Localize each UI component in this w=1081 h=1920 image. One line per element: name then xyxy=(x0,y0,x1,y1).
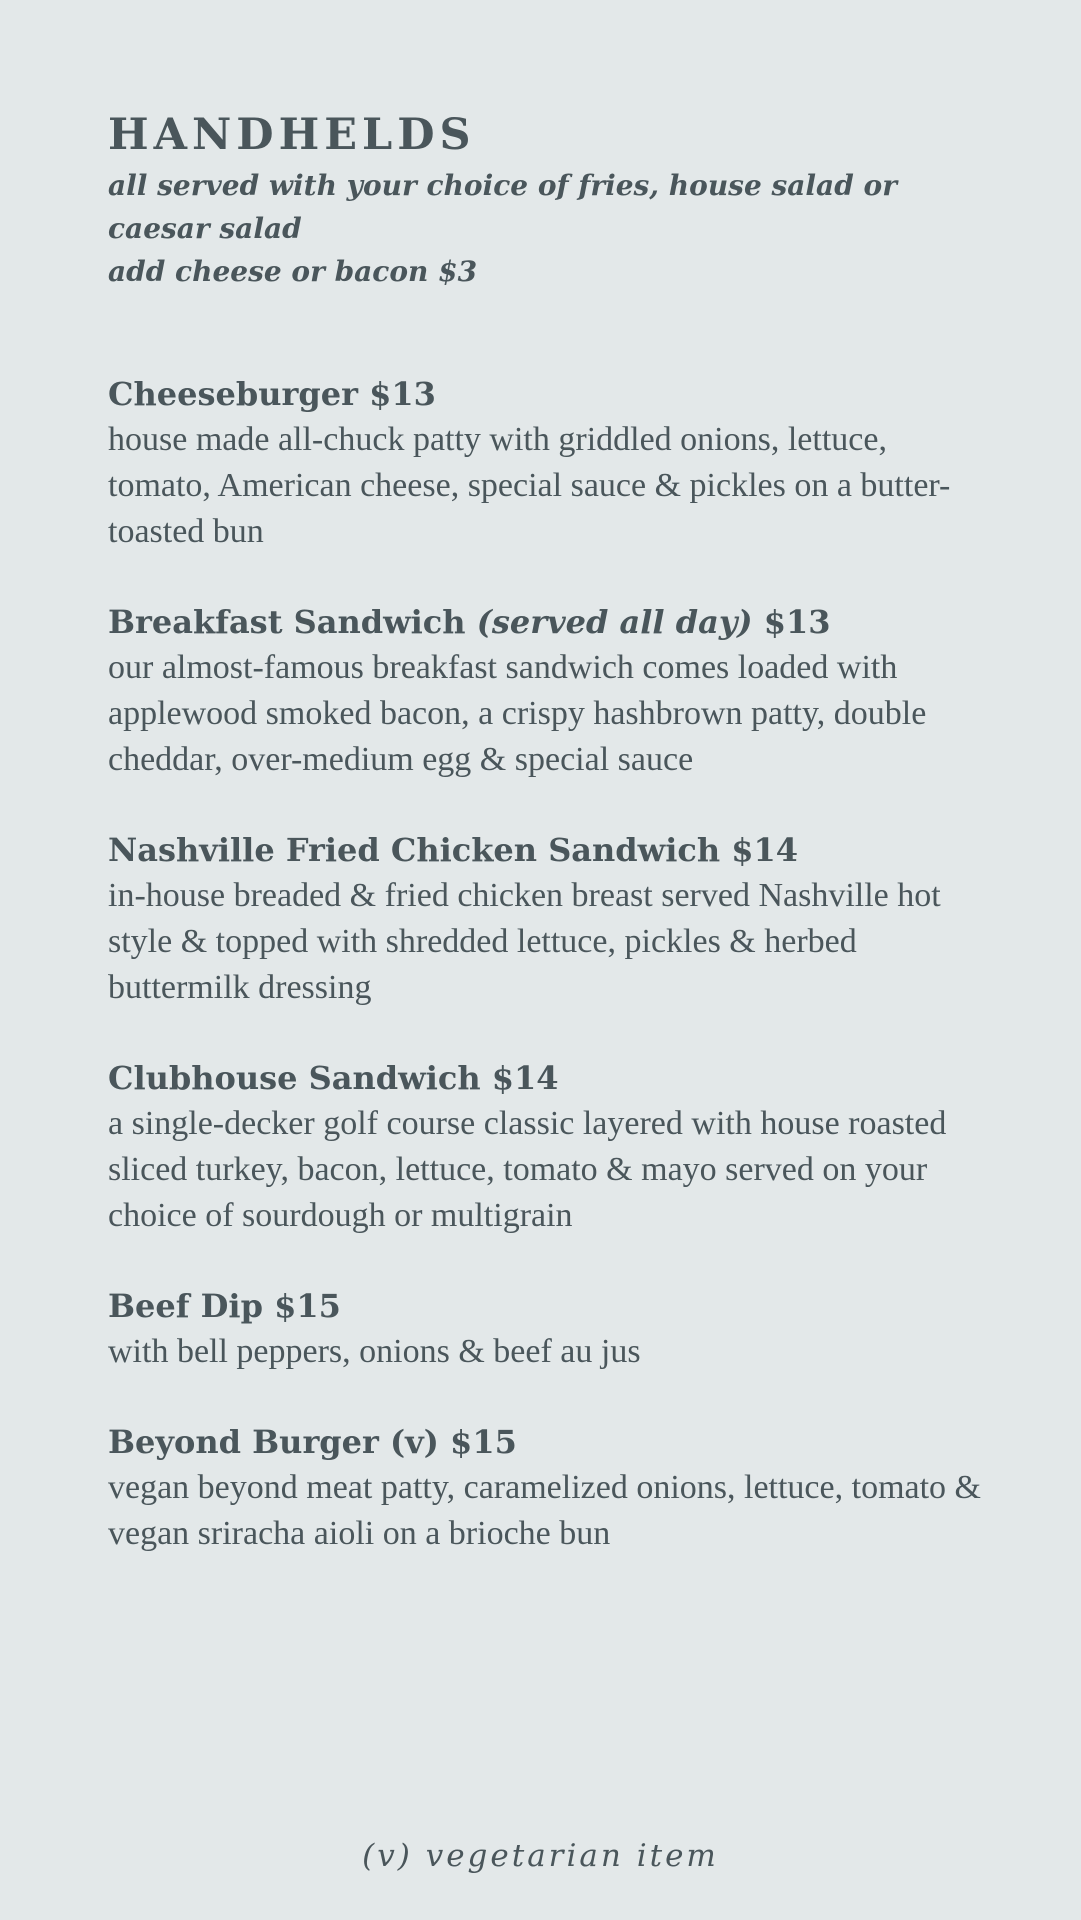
menu-item xyxy=(108,1283,988,1375)
menu-item xyxy=(108,1419,988,1557)
menu-item-price: $14 xyxy=(731,831,799,869)
menu-item xyxy=(108,599,988,783)
menu-item-title xyxy=(108,371,988,417)
menu-item xyxy=(108,1055,988,1239)
menu-item-name: Cheeseburger xyxy=(108,375,358,413)
menu-item-title xyxy=(108,1055,988,1101)
menu-item-title xyxy=(108,1419,988,1465)
menu-item-title xyxy=(108,599,988,645)
menu-item-name: Clubhouse Sandwich xyxy=(108,1059,481,1097)
menu-item-price: $13 xyxy=(369,375,436,413)
menu-item-name: Nashville Fried Chicken Sandwich xyxy=(108,831,721,869)
menu-item-name: Beyond Burger (v) xyxy=(108,1423,439,1461)
menu-item-description: in-house breaded & fried chicken breast served Nashville hot style & topped with shredded lettuce, pickles & herbed buttermilk dressing xyxy=(108,877,941,1006)
vegetarian-legend: (v) vegetarian item xyxy=(362,1838,719,1874)
menu-items-list xyxy=(108,371,988,1557)
menu-item-name: Breakfast Sandwich xyxy=(108,603,466,641)
menu-item xyxy=(108,827,988,1011)
menu-item-note: (served all day) xyxy=(476,603,753,641)
menu-item-description: house made all-chuck patty with griddled onions, lettuce, tomato, American cheese, special sauce & pickles on a butter-toasted bun xyxy=(108,421,951,550)
section-subtitle-sides: all served with your choice of fries, house salad or caesar salad xyxy=(108,169,897,245)
menu-item-price: $15 xyxy=(274,1287,341,1325)
menu-item-price: $15 xyxy=(450,1423,517,1461)
menu-section xyxy=(108,108,988,1601)
menu-item-description: vegan beyond meat patty, caramelized onions, lettuce, tomato & vegan sriracha aioli on a brioche bun xyxy=(108,1469,981,1552)
menu-item-description: our almost-famous breakfast sandwich comes loaded with applewood smoked bacon, a crispy hashbrown patty, double cheddar, over-medium egg & special sauce xyxy=(108,649,927,778)
menu-item-name: Beef Dip xyxy=(108,1287,263,1325)
menu-item-price: $13 xyxy=(763,603,831,641)
menu-item xyxy=(108,371,988,555)
menu-item-description: a single-decker golf course classic layered with house roasted sliced turkey, bacon, lettuce, tomato & mayo served on your choice of sourdough or multigrain xyxy=(108,1105,947,1234)
menu-item-description: with bell peppers, onions & beef au jus xyxy=(108,1333,641,1370)
menu-item-title xyxy=(108,1283,988,1329)
menu-item-price: $14 xyxy=(491,1059,559,1097)
section-subtitle-addons: add cheese or bacon $3 xyxy=(108,255,478,288)
section-title: HANDHELDS xyxy=(108,110,476,160)
menu-item-title xyxy=(108,827,988,873)
